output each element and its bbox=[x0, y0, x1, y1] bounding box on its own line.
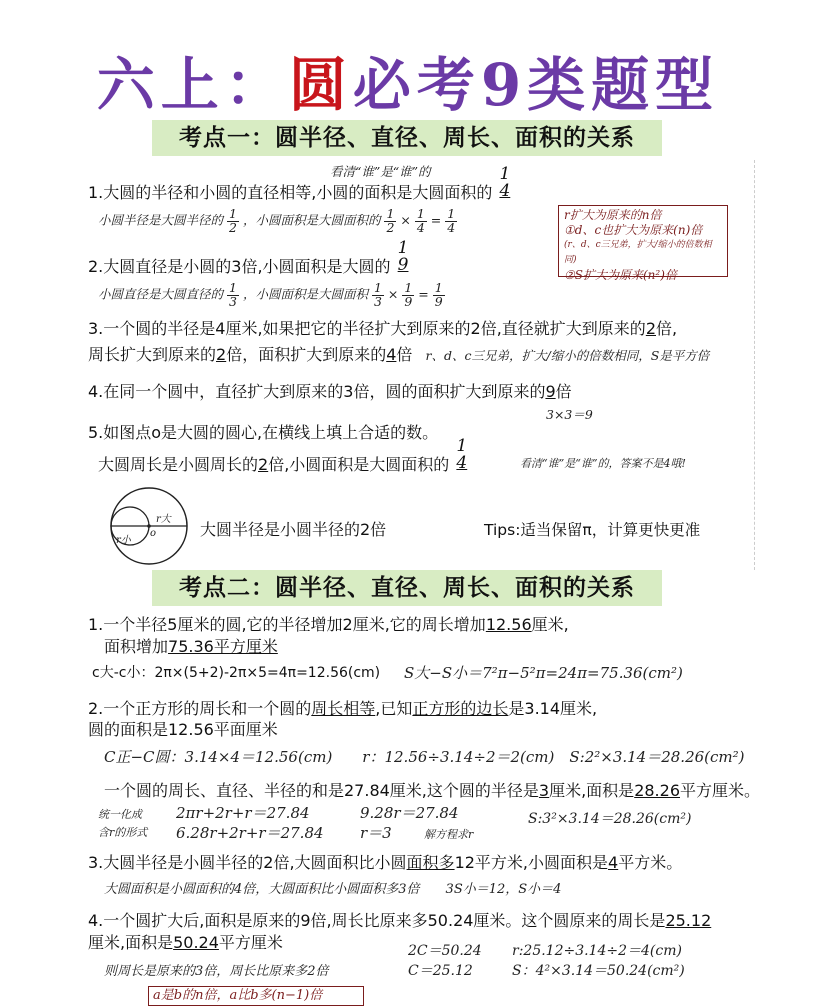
s2-q2b-h6: r＝3 bbox=[360, 824, 392, 842]
s2-q2b-h1: 统一化成 bbox=[98, 808, 142, 821]
fig-label-big: r大 bbox=[156, 514, 171, 525]
s2-q2b: 一个圆的周长、直径、半径的和是27.84厘米,这个圆的半径是3厘米,面积是28.26平方厘米。 bbox=[104, 781, 761, 800]
s1-q2-answer: 1 9 bbox=[397, 237, 409, 275]
divider-line bbox=[754, 160, 755, 570]
s1-q1: 1.大圆的半径和小圆的直径相等,小圆的面积是大圆面积的 1 4 bbox=[88, 163, 511, 202]
s1-q5: 5.如图点o是大圆的圆心,在横线上填上合适的数。 bbox=[88, 423, 439, 442]
s1-q4: 4.在同一个圆中，直径扩大到原来的3倍，圆的面积扩大到原来的9倍 bbox=[88, 382, 572, 401]
s2-q4-hand4: r:25.12÷3.14÷2＝4(cm) bbox=[512, 943, 682, 959]
s1-q1-work: 小圆半径是大圆半径的 $\frac{1}{2}$ ，小圆面积是大圆面积的 $\frac{1}{2}$ × $\frac{1}{4}$ = $\frac{1}{4}$ bbox=[98, 206, 456, 235]
s2-q2-line2: 圆的面积是12.56平面厘米 bbox=[88, 720, 278, 739]
s1-q5-hand: 看清“谁”是“谁”的，答案不是4哦! bbox=[520, 457, 686, 470]
s2-q1-line2: 面积增加75.36平方厘米 bbox=[104, 637, 278, 656]
handnote-top: 看清“谁”是“谁”的 bbox=[330, 164, 431, 179]
s2-q1-line1: 1.一个半径5厘米的圆,它的半径增加2厘米,它的周长增加12.56厘米, bbox=[88, 615, 569, 634]
s2-q3-hand: 大圆面积是小圆面积的4倍，大圆面积比小圆面积多3倍 3S小＝12，S小＝4 bbox=[104, 882, 562, 897]
s2-q2b-h3: 2πr+2r+r＝27.84 bbox=[176, 804, 310, 822]
s2-q2-line1: 2.一个正方形的周长和一个圆的周长相等,已知正方形的边长是3.14厘米, bbox=[88, 699, 598, 718]
s2-q4-line2: 厘米,面积是50.24平方厘米 bbox=[88, 933, 283, 952]
fig-label-small: r小 bbox=[116, 535, 131, 546]
s2-q2b-h7: 解方程求r bbox=[424, 828, 474, 841]
s2-q1-calc1: c大-c小：2π×(5+2)-2π×5=4π=12.56(cm) bbox=[92, 665, 381, 681]
s1-q2: 2.大圆直径是小圆的3倍,小圆面积是大圆的 1 9 bbox=[88, 237, 409, 276]
s2-q4-hand3: C＝25.12 bbox=[408, 963, 473, 979]
s2-q2b-h8: S:3²×3.14＝28.26(cm²) bbox=[528, 811, 692, 827]
s2-q4-hand2: 2C＝50.24 bbox=[408, 943, 482, 959]
note-box: r扩大为原来的n倍 ①d、c也扩大为原来(n)倍 (r、d、c三兄弟，扩大/缩小的倍数相同) ②S扩大为原来(n²)倍 bbox=[558, 205, 728, 277]
tips: Tips:适当保留π，计算更快更准 bbox=[484, 521, 701, 539]
section2-header: 考点二：圆半径、直径、周长、面积的关系 bbox=[152, 570, 662, 606]
fig-note: 大圆半径是小圆半径的2倍 bbox=[200, 520, 387, 539]
page-title: 六上：圆必考9类题型 bbox=[96, 51, 720, 119]
s2-q1-calc2: S大−S小＝7²π−5²π=24π=75.36(cm²) bbox=[404, 664, 683, 682]
s1-q4-hand: 3×3＝9 bbox=[546, 407, 593, 422]
s2-q2b-h2: 含r的形式 bbox=[98, 826, 148, 839]
s2-q2-calc: C正−C圆：3.14×4＝12.56(cm) r：12.56÷3.14÷2＝2(cm) S:2²×3.14＝28.26(cm²) bbox=[104, 748, 745, 766]
fig-label-o: o bbox=[150, 528, 157, 539]
s1-q3-line2: 周长扩大到原来的2倍，面积扩大到原来的4倍 r、d、c三兄弟，扩大/缩小的倍数相同，S是平方倍 bbox=[88, 345, 710, 364]
s1-q3-line1: 3.一个圆的半径是4厘米,如果把它的半径扩大到原来的2倍,直径就扩大到原来的2倍, bbox=[88, 319, 678, 338]
s2-q4-line1: 4.一个圆扩大后,面积是原来的9倍,周长比原来多50.24厘米。这个圆原来的周长是25.12 bbox=[88, 911, 712, 930]
s2-q2b-h5: 9.28r＝27.84 bbox=[360, 804, 459, 822]
s2-q2b-h4: 6.28r+2r+r＝27.84 bbox=[176, 824, 324, 842]
s1-q2-work: 小圆直径是大圆直径的 $\frac{1}{3}$ ，小圆面积是大圆面积 $\frac{1}{3}$ × $\frac{1}{9}$ = $\frac{1}{9}$ bbox=[98, 280, 443, 309]
s2-q3: 3.大圆半径是小圆半径的2倍,大圆面积比小圆面积多12平方米,小圆面积是4平方米。 bbox=[88, 853, 683, 872]
s2-q4-hand5: S：4²×3.14＝50.24(cm²) bbox=[512, 963, 685, 979]
bottom-note: a是b的n倍，a比b多(n−1)倍 bbox=[148, 986, 364, 1006]
s1-q1-answer: 1 4 bbox=[499, 163, 511, 201]
s2-q4-hand1: 则周长是原来的3倍，周长比原来多2倍 bbox=[104, 964, 329, 979]
s1-q5-answer: 1 4 bbox=[456, 435, 468, 473]
s1-q5-line2: 大圆周长是小圆周长的2倍,小圆面积是大圆面积的 1 4 bbox=[98, 435, 468, 474]
section1-header: 考点一：圆半径、直径、周长、面积的关系 bbox=[152, 120, 662, 156]
circle-figure bbox=[106, 486, 192, 566]
